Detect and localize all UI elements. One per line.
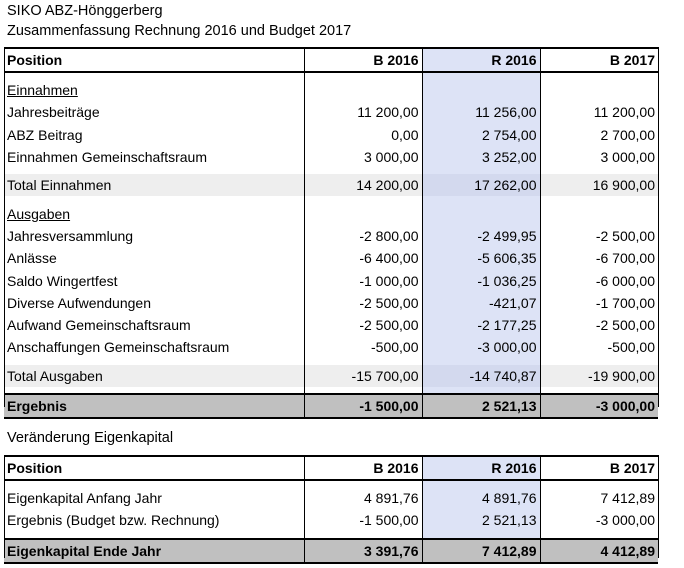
row-label: Total Einnahmen xyxy=(4,174,304,196)
cell-r2016: 3 252,00 xyxy=(422,146,540,168)
table-row xyxy=(4,487,658,509)
row-label: Total Ausgaben xyxy=(4,365,304,387)
cell-r2016: -2 499,95 xyxy=(422,225,540,247)
row-label: Diverse Aufwendungen xyxy=(7,294,151,311)
col-header-b2017: B 2017 xyxy=(540,48,658,72)
cell-r2016: -2 177,25 xyxy=(422,314,540,336)
cell-b2017: -500,00 xyxy=(540,336,658,358)
col-header-position: Position xyxy=(4,456,304,480)
equity-title: Veränderung Eigenkapital xyxy=(7,430,174,446)
cell-b2016: -500,00 xyxy=(304,336,422,358)
row-label: Eigenkapital Anfang Jahr xyxy=(7,490,162,507)
cell-r2016: 2 521,13 xyxy=(422,509,540,531)
document-subtitle: Zusammenfassung Rechnung 2016 und Budget 2017 xyxy=(7,23,352,39)
cell-r2016: 17 262,00 xyxy=(422,174,540,196)
table-row xyxy=(4,269,658,291)
summary-header-row xyxy=(4,48,658,72)
table-row xyxy=(4,509,658,531)
cell-r2016: -5 606,35 xyxy=(422,247,540,269)
section-heading-row xyxy=(4,202,658,224)
cell-r2016: 7 412,89 xyxy=(422,539,540,563)
row-label: Ergebnis (Budget bzw. Rechnung) xyxy=(7,512,220,529)
cell-b2017: 3 000,00 xyxy=(540,146,658,168)
row-label: Jahresbeiträge xyxy=(7,104,100,121)
cell-r2016: -14 740,87 xyxy=(422,365,540,387)
col-header-r2016: R 2016 xyxy=(422,48,540,72)
row-label: Anschaffungen Gemeinschaftsraum xyxy=(7,339,230,356)
cell-b2016: -6 400,00 xyxy=(304,247,422,269)
document-title: SIKO ABZ-Hönggerberg xyxy=(7,3,163,19)
cell-b2016: 11 200,00 xyxy=(304,101,422,123)
cell-b2017: -3 000,00 xyxy=(540,394,658,418)
cell-b2016: -1 000,00 xyxy=(304,269,422,291)
expense-total-row xyxy=(4,365,658,387)
cell-b2016: 4 891,76 xyxy=(304,487,422,509)
cell-b2016: -2 800,00 xyxy=(304,225,422,247)
table-row xyxy=(4,336,658,358)
row-label: ABZ Beitrag xyxy=(7,126,83,143)
equity-header-row xyxy=(4,456,658,480)
cell-b2017: -1 700,00 xyxy=(540,292,658,314)
cell-b2016: -2 500,00 xyxy=(304,292,422,314)
col-header-b2017: B 2017 xyxy=(540,456,658,480)
row-label: Eigenkapital Ende Jahr xyxy=(4,539,304,563)
table-row xyxy=(4,225,658,247)
table-row xyxy=(4,247,658,269)
expense-heading: Ausgaben xyxy=(7,205,71,222)
col-header-r2016: R 2016 xyxy=(422,456,540,480)
cell-r2016: -421,07 xyxy=(422,292,540,314)
cell-b2017: -2 500,00 xyxy=(540,314,658,336)
cell-r2016: 11 256,00 xyxy=(422,101,540,123)
cell-r2016: 4 891,76 xyxy=(422,487,540,509)
cell-b2017: -6 700,00 xyxy=(540,247,658,269)
result-row xyxy=(4,394,658,418)
row-label: Aufwand Gemeinschaftsraum xyxy=(7,317,191,334)
col-header-b2016: B 2016 xyxy=(304,456,422,480)
cell-b2016: -1 500,00 xyxy=(304,509,422,531)
cell-b2017: -2 500,00 xyxy=(540,225,658,247)
col-header-b2016: B 2016 xyxy=(304,48,422,72)
cell-r2016: -1 036,25 xyxy=(422,269,540,291)
income-total-row xyxy=(4,174,658,196)
cell-b2016: -1 500,00 xyxy=(304,394,422,418)
cell-r2016: -3 000,00 xyxy=(422,336,540,358)
cell-b2016: 14 200,00 xyxy=(304,174,422,196)
equity-table xyxy=(4,455,658,564)
table-row xyxy=(4,314,658,336)
cell-b2017: 11 200,00 xyxy=(540,101,658,123)
cell-b2016: -2 500,00 xyxy=(304,314,422,336)
cell-b2017: 7 412,89 xyxy=(540,487,658,509)
row-label: Saldo Wingertfest xyxy=(7,272,118,289)
summary-table xyxy=(4,47,658,419)
cell-b2017: -3 000,00 xyxy=(540,509,658,531)
row-label: Anlässe xyxy=(7,250,57,267)
row-label: Jahresversammlung xyxy=(7,227,134,244)
cell-b2016: 0,00 xyxy=(304,124,422,146)
cell-b2016: 3 391,76 xyxy=(304,539,422,563)
table-row xyxy=(4,124,658,146)
table-row xyxy=(4,292,658,314)
cell-r2016: 2 521,13 xyxy=(422,394,540,418)
cell-b2017: 16 900,00 xyxy=(540,174,658,196)
row-label: Ergebnis xyxy=(4,394,304,418)
cell-b2016: 3 000,00 xyxy=(304,146,422,168)
cell-r2016: 2 754,00 xyxy=(422,124,540,146)
table-row xyxy=(4,101,658,123)
table-row xyxy=(4,146,658,168)
cell-b2017: 4 412,89 xyxy=(540,539,658,563)
cell-b2017: -6 000,00 xyxy=(540,269,658,291)
section-heading-row xyxy=(4,79,658,101)
income-heading: Einnahmen xyxy=(7,82,78,99)
col-header-position: Position xyxy=(4,48,304,72)
cell-b2016: -15 700,00 xyxy=(304,365,422,387)
cell-b2017: 2 700,00 xyxy=(540,124,658,146)
cell-b2017: -19 900,00 xyxy=(540,365,658,387)
row-label: Einnahmen Gemeinschaftsraum xyxy=(7,149,207,166)
equity-result-row xyxy=(4,539,658,563)
